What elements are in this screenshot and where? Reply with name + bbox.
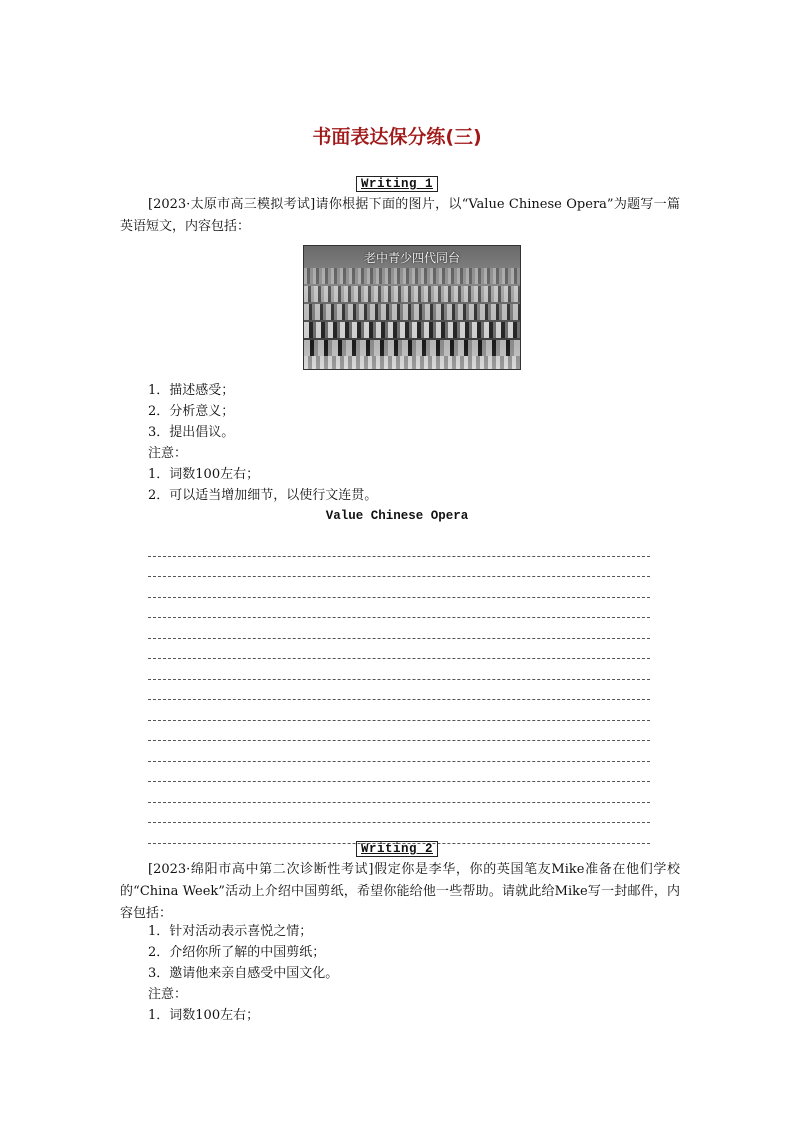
writing-2-heading bbox=[0, 842, 794, 856]
writing-1-point-3: 3．提出倡议。 bbox=[148, 425, 235, 440]
writing-2-point-1: 1．针对活动表示喜悦之情； bbox=[148, 924, 313, 939]
answer-line[interactable] bbox=[148, 598, 650, 619]
writing-2-point-3: 3．邀请他来亲自感受中国文化。 bbox=[148, 966, 339, 981]
answer-line[interactable] bbox=[148, 803, 650, 824]
answer-line[interactable] bbox=[148, 557, 650, 578]
answer-line[interactable] bbox=[148, 782, 650, 803]
writing-1-note-2: 2．可以适当增加细节，以使行文连贯。 bbox=[148, 488, 378, 503]
answer-line[interactable] bbox=[148, 762, 650, 783]
writing-1-heading bbox=[0, 177, 794, 191]
answer-line[interactable] bbox=[148, 659, 650, 680]
writing-1-point-1: 1．描述感受； bbox=[148, 383, 235, 398]
writing-1-note-1: 1．词数100左右； bbox=[148, 467, 260, 482]
answer-line[interactable] bbox=[148, 536, 650, 557]
writing-2-heading-label: Writing 2 bbox=[356, 841, 438, 857]
writing-2-prompt: [2023·绵阳市高中第二次诊断性考试]假定你是李华，你的英国笔友Mike准备在他们学校的“China Week”活动上介绍中国剪纸，希望你能给他一些帮助。请就此给Mike写一封邮件，内容包括： bbox=[120, 862, 680, 921]
answer-line[interactable] bbox=[148, 680, 650, 701]
writing-1-notes-label: 注意： bbox=[148, 446, 188, 461]
answer-line[interactable] bbox=[148, 741, 650, 762]
answer-line[interactable] bbox=[148, 721, 650, 742]
photo-caption: 老中青少四代同台 bbox=[363, 251, 460, 265]
essay-title: Value Chinese Opera bbox=[325, 509, 469, 523]
writing-1-prompt: [2023·太原市高三模拟考试]请你根据下面的图片，以“Value Chinese Opera”为题写一篇英语短文，内容包括： bbox=[120, 197, 680, 234]
answer-line[interactable] bbox=[148, 577, 650, 598]
writing-2-notes-label: 注意： bbox=[148, 987, 188, 1002]
answer-line[interactable] bbox=[148, 618, 650, 639]
page-title: 书面表达保分练(三) bbox=[312, 126, 482, 148]
answer-lines[interactable] bbox=[148, 536, 650, 844]
writing-1-point-2: 2．分析意义； bbox=[148, 404, 235, 419]
writing-1-heading-label: Writing 1 bbox=[356, 176, 438, 192]
answer-line[interactable] bbox=[148, 639, 650, 660]
answer-line[interactable] bbox=[148, 700, 650, 721]
opera-photo bbox=[303, 245, 521, 370]
writing-2-note-1: 1．词数100左右； bbox=[148, 1008, 260, 1023]
writing-2-point-2: 2．介绍你所了解的中国剪纸； bbox=[148, 945, 326, 960]
